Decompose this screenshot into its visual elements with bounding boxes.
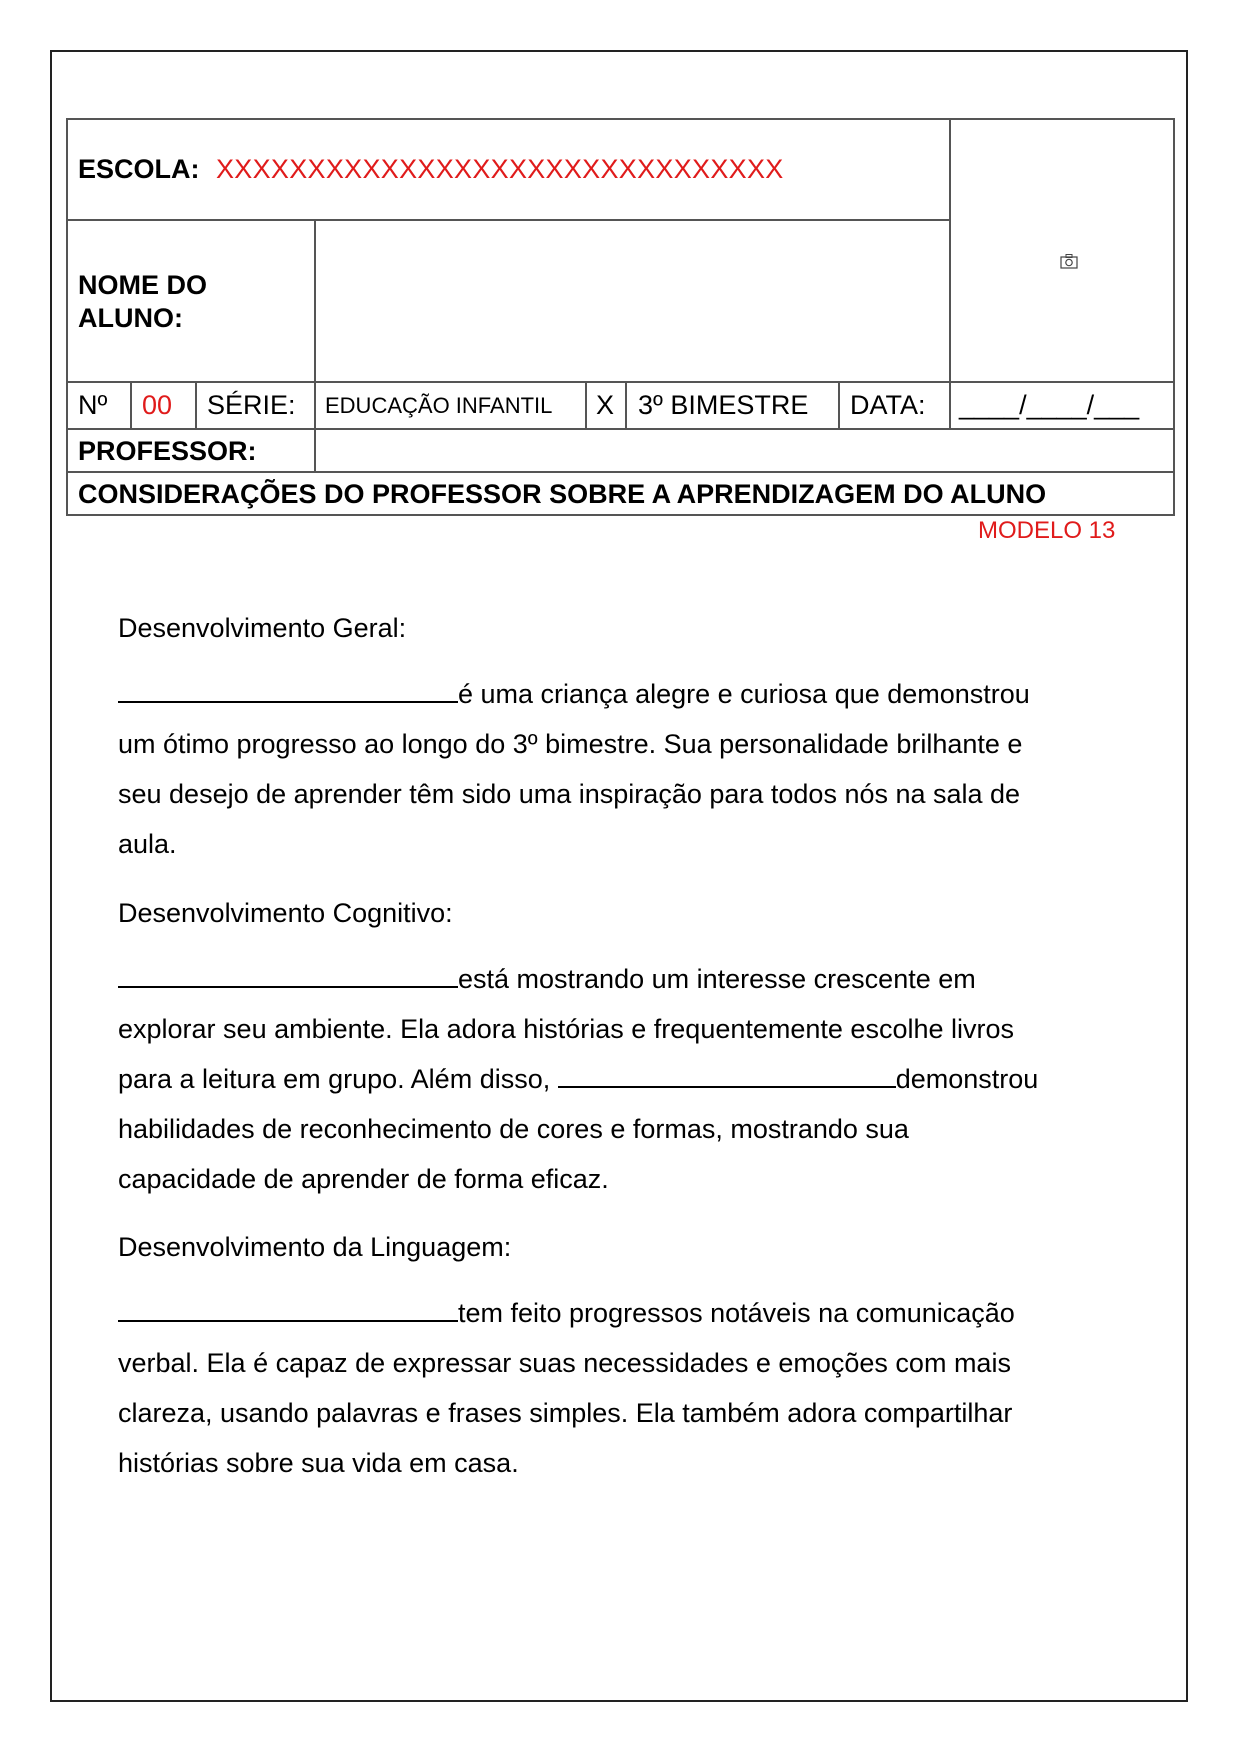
text-line: está mostrando um interesse crescente em [458, 964, 976, 994]
serie-value[interactable]: EDUCAÇÃO INFANTIL [325, 393, 553, 418]
data-field[interactable]: ____/____/___ [959, 390, 1140, 420]
section-geral [118, 603, 1118, 869]
numero-value[interactable]: 00 [142, 390, 173, 420]
text-line: explorar seu ambiente. Ela adora histórias e frequentemente escolhe livros [118, 1014, 1014, 1044]
text-line: um ótimo progresso ao longo do 3º bimestre. Sua personalidade brilhante e [118, 729, 1023, 759]
text-line: capacidade de aprender de forma eficaz. [118, 1164, 609, 1194]
name-blank[interactable] [558, 1064, 896, 1088]
numero-label: Nº [78, 390, 108, 420]
photo-cell[interactable] [951, 120, 1173, 381]
text-line: histórias sobre sua vida em casa. [118, 1448, 519, 1478]
section-linguagem [118, 1222, 1118, 1488]
bimestre-label: 3º BIMESTRE [638, 390, 809, 420]
data-label: DATA: [850, 390, 926, 420]
professor-field[interactable] [316, 430, 1173, 471]
text-line: clareza, usando palavras e frases simples. Ela também adora compartilhar [118, 1398, 1013, 1428]
modelo-label: MODELO 13 [978, 517, 1116, 544]
section-heading: Desenvolvimento da Linguagem: [118, 1232, 512, 1262]
text-line: tem feito progressos notáveis na comunicação [458, 1298, 1015, 1328]
section-heading: Desenvolvimento Geral: [118, 613, 407, 643]
text-line: habilidades de reconhecimento de cores e formas, mostrando sua [118, 1114, 909, 1144]
text-line: demonstrou [895, 1064, 1039, 1094]
serie-label: SÉRIE: [207, 390, 296, 420]
text-line: verbal. Ela é capaz de expressar suas necessidades e emoções com mais [118, 1348, 1011, 1378]
escola-value[interactable]: XXXXXXXXXXXXXXXXXXXXXXXXXXXXXXX [216, 154, 784, 184]
text-line: é uma criança alegre e curiosa que demonstrou [458, 679, 1030, 709]
nome-label-line1: NOME DO [78, 270, 208, 300]
professor-label: PROFESSOR: [78, 436, 257, 466]
name-blank[interactable] [118, 679, 458, 703]
nome-field[interactable] [316, 221, 949, 381]
text-line: para a leitura em grupo. Além disso, [118, 1064, 558, 1094]
name-blank[interactable] [118, 964, 458, 988]
camera-icon [1060, 253, 1078, 269]
nome-label-line2: ALUNO: [78, 303, 183, 333]
name-blank[interactable] [118, 1298, 458, 1322]
consideracoes-title: CONSIDERAÇÕES DO PROFESSOR SOBRE A APRENDIZAGEM DO ALUNO [78, 479, 1047, 509]
section-heading: Desenvolvimento Cognitivo: [118, 898, 453, 928]
text-line: seu desejo de aprender têm sido uma inspiração para todos nós na sala de [118, 779, 1021, 809]
text-line: aula. [118, 829, 177, 859]
checkbox-mark[interactable]: X [596, 390, 615, 420]
escola-label: ESCOLA: [78, 154, 200, 184]
section-cognitivo [118, 888, 1118, 1204]
